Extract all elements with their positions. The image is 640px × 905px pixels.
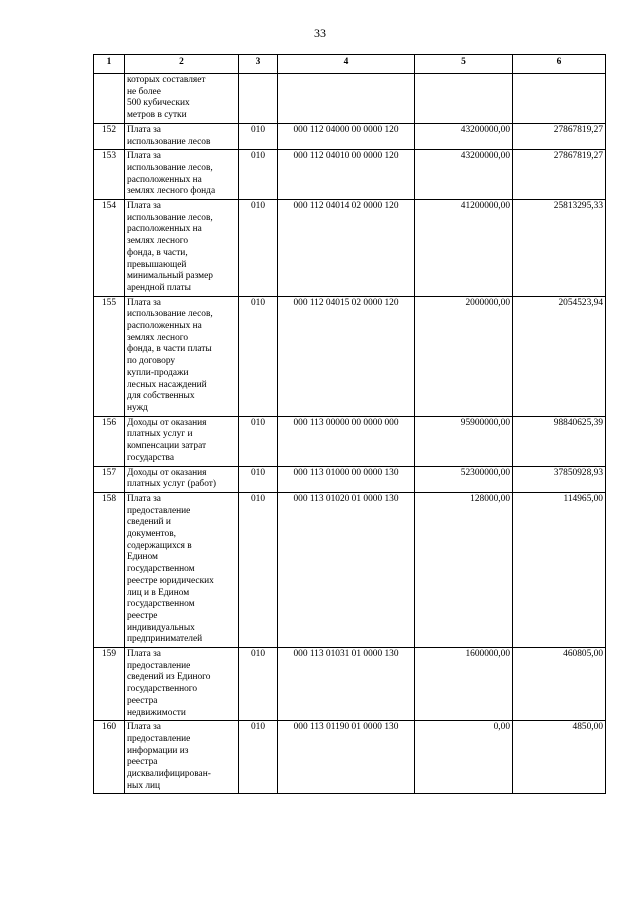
table-row bbox=[94, 74, 606, 124]
table-row bbox=[94, 123, 606, 149]
row-fact-value: 25813295,33 bbox=[513, 200, 606, 297]
row-budget-code: 000 112 04015 02 0000 120 bbox=[278, 296, 415, 416]
row-fact-value: 98840625,39 bbox=[513, 416, 606, 466]
row-budget-code: 000 113 01000 00 0000 130 bbox=[278, 466, 415, 492]
row-column-3 bbox=[239, 74, 278, 124]
row-number: 153 bbox=[94, 150, 125, 200]
row-fact-value: 4850,00 bbox=[513, 721, 606, 794]
table-row bbox=[94, 416, 606, 466]
row-plan-value: 95900000,00 bbox=[415, 416, 513, 466]
revenue-table bbox=[93, 54, 606, 794]
row-fact-value: 114965,00 bbox=[513, 492, 606, 647]
row-number: 160 bbox=[94, 721, 125, 794]
row-plan-value: 0,00 bbox=[415, 721, 513, 794]
row-plan-value: 43200000,00 bbox=[415, 123, 513, 149]
row-number: 156 bbox=[94, 416, 125, 466]
row-name: Плата за использование лесов bbox=[125, 123, 239, 149]
column-header: 4 bbox=[278, 55, 415, 74]
row-plan-value: 43200000,00 bbox=[415, 150, 513, 200]
row-name: Плата за предоставление информации из реестра дисквалифицирован- ных лиц bbox=[125, 721, 239, 794]
row-column-3: 010 bbox=[239, 150, 278, 200]
row-column-3: 010 bbox=[239, 296, 278, 416]
row-budget-code: 000 113 01020 01 0000 130 bbox=[278, 492, 415, 647]
table-row bbox=[94, 296, 606, 416]
row-name: Доходы от оказания платных услуг (работ) bbox=[125, 466, 239, 492]
row-budget-code: 000 113 01031 01 0000 130 bbox=[278, 648, 415, 721]
table-row bbox=[94, 721, 606, 794]
row-fact-value: 2054523,94 bbox=[513, 296, 606, 416]
row-plan-value: 41200000,00 bbox=[415, 200, 513, 297]
row-budget-code: 000 112 04014 02 0000 120 bbox=[278, 200, 415, 297]
row-fact-value bbox=[513, 74, 606, 124]
row-plan-value: 2000000,00 bbox=[415, 296, 513, 416]
column-header: 3 bbox=[239, 55, 278, 74]
table-row bbox=[94, 466, 606, 492]
row-number: 158 bbox=[94, 492, 125, 647]
row-fact-value: 27867819,27 bbox=[513, 123, 606, 149]
table-header-row bbox=[94, 55, 606, 74]
row-budget-code: 000 113 01190 01 0000 130 bbox=[278, 721, 415, 794]
row-column-3: 010 bbox=[239, 492, 278, 647]
column-header: 6 bbox=[513, 55, 606, 74]
row-fact-value: 37850928,93 bbox=[513, 466, 606, 492]
row-budget-code: 000 112 04000 00 0000 120 bbox=[278, 123, 415, 149]
row-column-3: 010 bbox=[239, 466, 278, 492]
table-row bbox=[94, 648, 606, 721]
row-plan-value: 128000,00 bbox=[415, 492, 513, 647]
row-plan-value bbox=[415, 74, 513, 124]
page-number: 33 bbox=[314, 26, 326, 40]
row-name: Плата за предоставление сведений и документов, содержащихся в Едином государственном реестре юридических лиц и в Едином государственном реестре индивидуальных предпринимателей bbox=[125, 492, 239, 647]
row-column-3: 010 bbox=[239, 416, 278, 466]
row-number bbox=[94, 74, 125, 124]
table-row bbox=[94, 200, 606, 297]
row-column-3: 010 bbox=[239, 200, 278, 297]
row-fact-value: 460805,00 bbox=[513, 648, 606, 721]
row-column-3: 010 bbox=[239, 123, 278, 149]
row-fact-value: 27867819,27 bbox=[513, 150, 606, 200]
row-name: Плата за предоставление сведений из Единого государственного реестра недвижимости bbox=[125, 648, 239, 721]
row-column-3: 010 bbox=[239, 648, 278, 721]
row-number: 152 bbox=[94, 123, 125, 149]
row-column-3: 010 bbox=[239, 721, 278, 794]
column-header: 2 bbox=[125, 55, 239, 74]
row-name: которых составляет не более 500 кубических метров в сутки bbox=[125, 74, 239, 124]
table-row bbox=[94, 150, 606, 200]
row-number: 157 bbox=[94, 466, 125, 492]
column-header: 5 bbox=[415, 55, 513, 74]
row-name: Доходы от оказания платных услуг и компенсации затрат государства bbox=[125, 416, 239, 466]
row-name: Плата за использование лесов, расположенных на землях лесного фонда bbox=[125, 150, 239, 200]
table-row bbox=[94, 492, 606, 647]
row-plan-value: 52300000,00 bbox=[415, 466, 513, 492]
row-plan-value: 1600000,00 bbox=[415, 648, 513, 721]
row-name: Плата за использование лесов, расположенных на землях лесного фонда, в части, превышающей минимальный размер арендной платы bbox=[125, 200, 239, 297]
row-budget-code bbox=[278, 74, 415, 124]
row-number: 154 bbox=[94, 200, 125, 297]
row-budget-code: 000 113 00000 00 0000 000 bbox=[278, 416, 415, 466]
row-budget-code: 000 112 04010 00 0000 120 bbox=[278, 150, 415, 200]
row-number: 155 bbox=[94, 296, 125, 416]
column-header: 1 bbox=[94, 55, 125, 74]
row-number: 159 bbox=[94, 648, 125, 721]
row-name: Плата за использование лесов, расположенных на землях лесного фонда, в части платы по договору купли-продажи лесных насаждений для собственных нужд bbox=[125, 296, 239, 416]
